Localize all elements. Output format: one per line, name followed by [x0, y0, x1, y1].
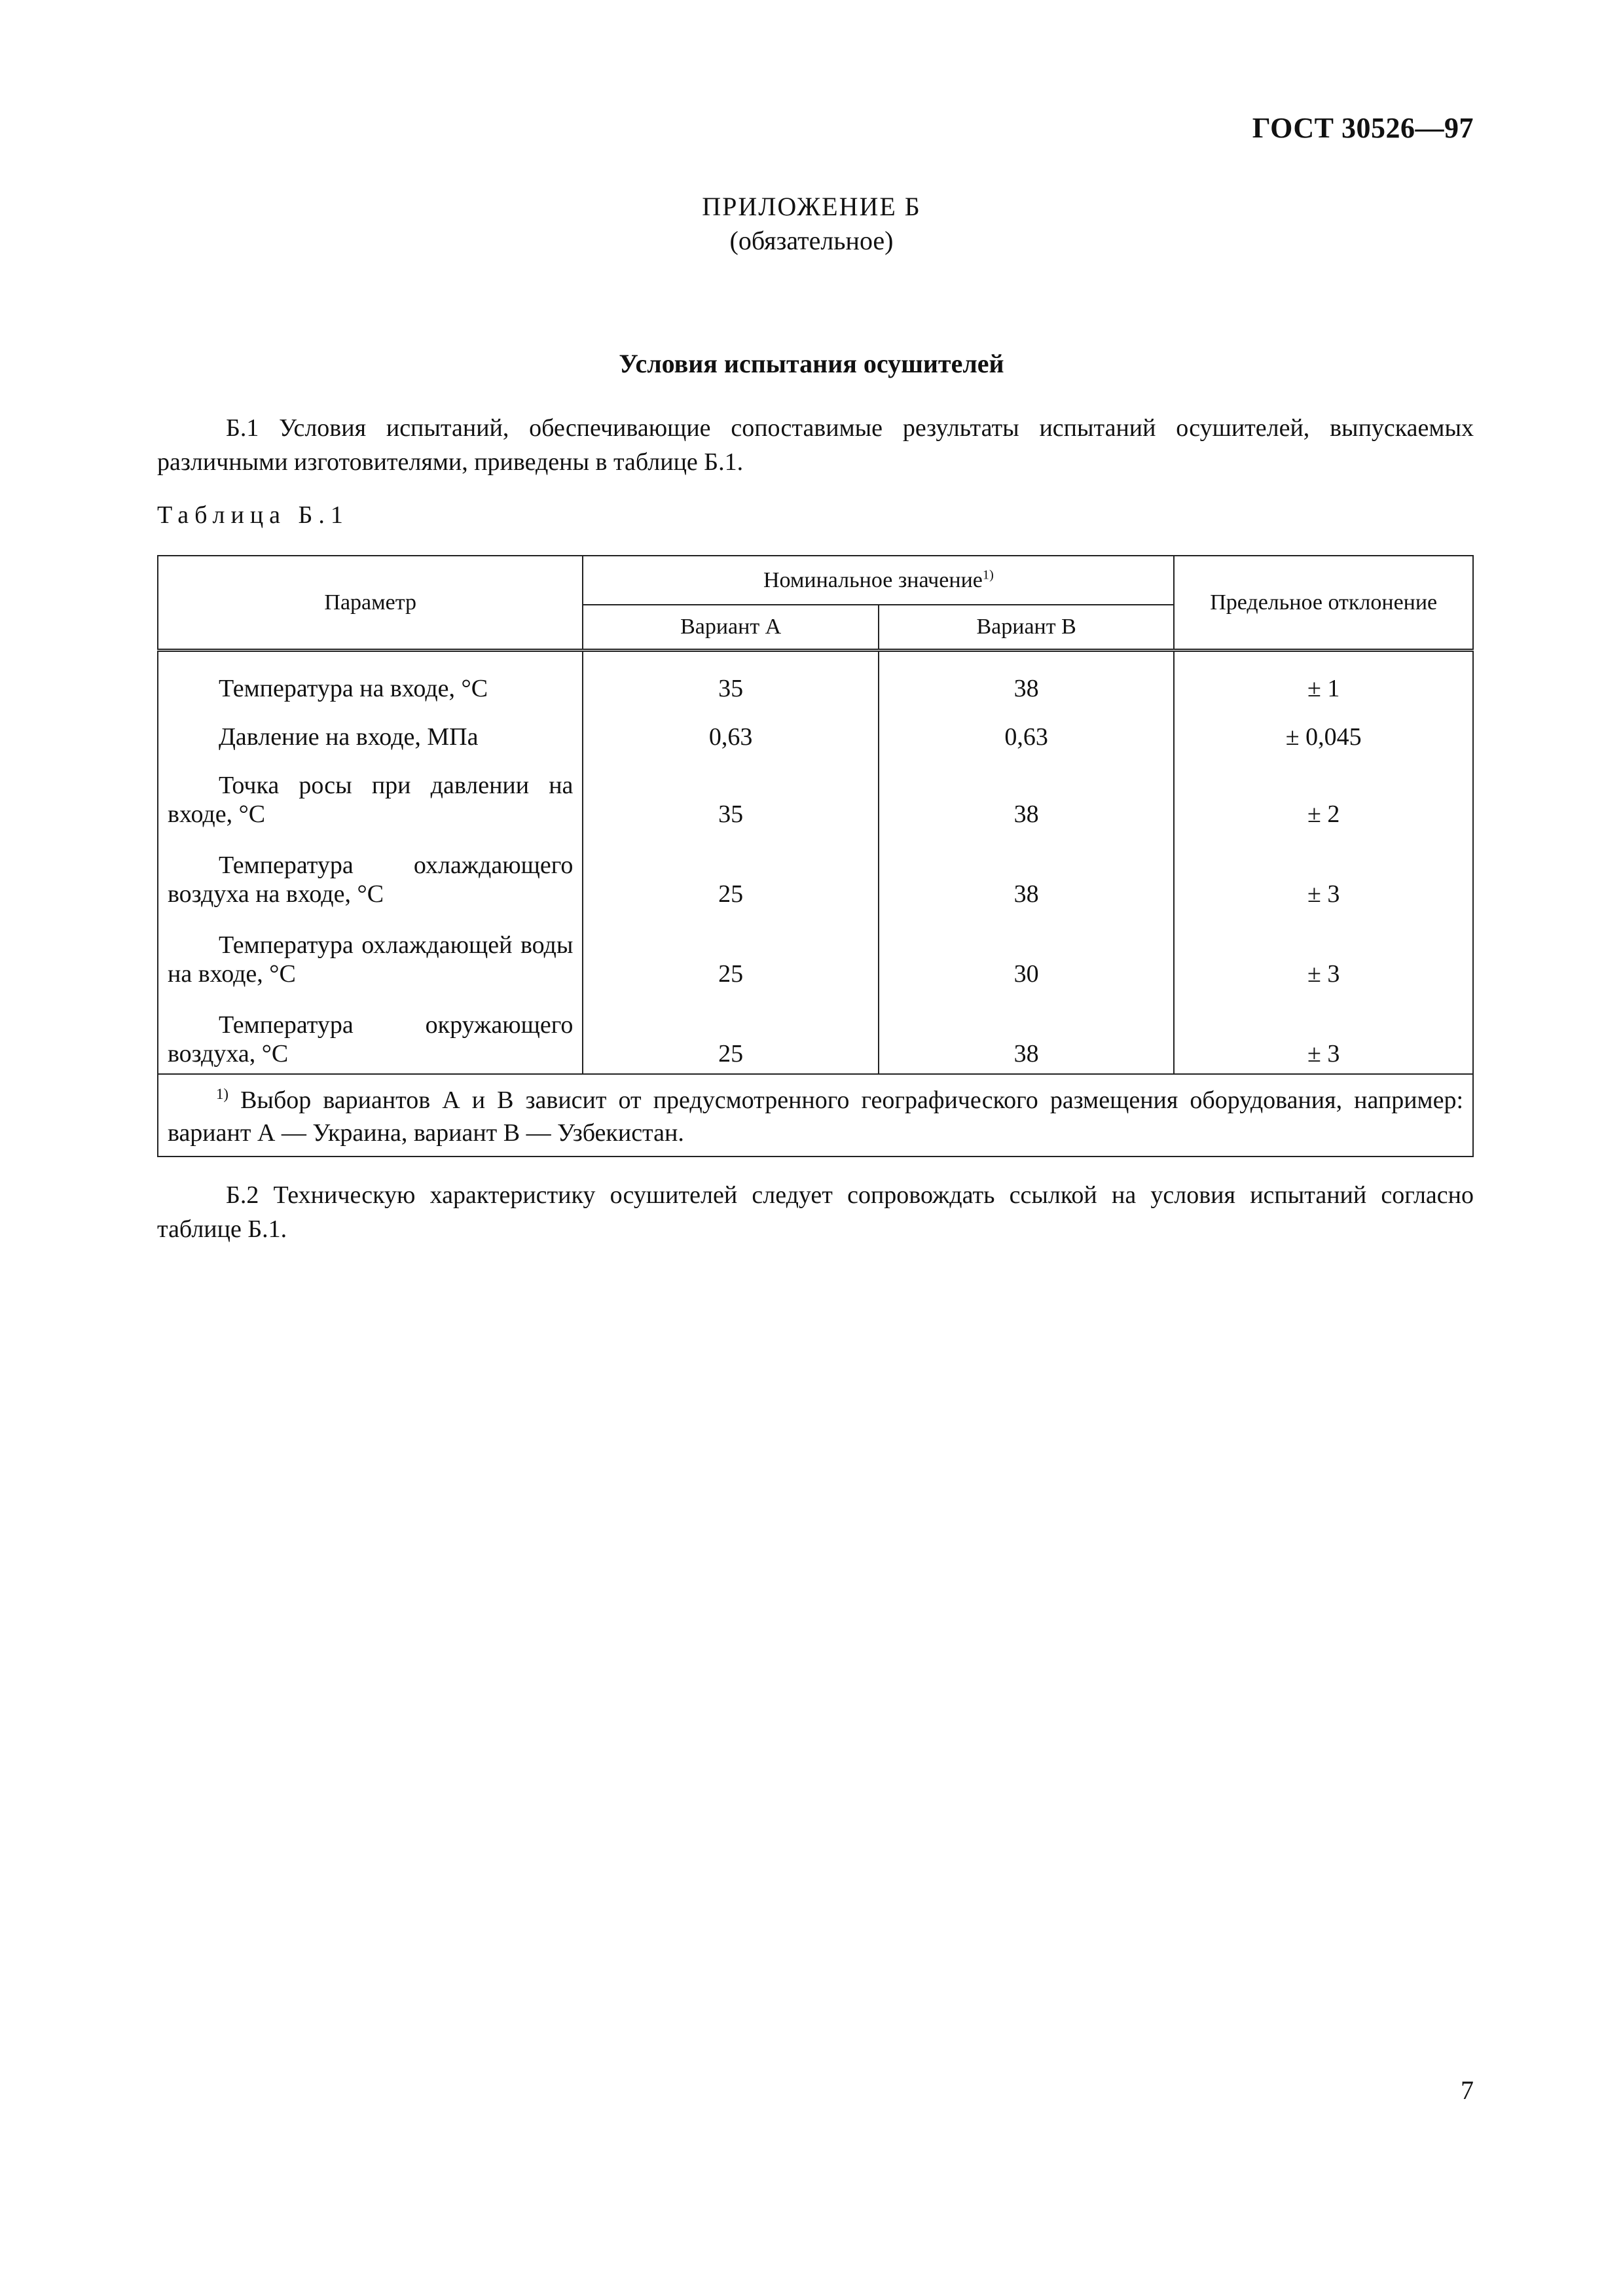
table-caption: Таблица Б.1: [157, 501, 349, 529]
row-variant-b: 38: [879, 831, 1174, 911]
header-nominal: [583, 556, 1174, 605]
footnote-mark: 1): [216, 1086, 228, 1103]
row-parameter: [158, 751, 583, 831]
row-variant-b: 30: [879, 911, 1174, 991]
row-variant-a: 25: [583, 831, 878, 911]
table-row: [158, 751, 1473, 831]
row-variant-a: 0,63: [583, 703, 878, 751]
row-deviation: ± 1: [1174, 651, 1473, 704]
row-deviation: ± 0,045: [1174, 703, 1473, 751]
header-nominal-label: Номинальное значение: [763, 567, 983, 592]
table-row: [158, 991, 1473, 1074]
table-row: [158, 831, 1473, 911]
row-variant-b: 38: [879, 751, 1174, 831]
test-conditions-table: [157, 555, 1474, 1157]
row-variant-a: 25: [583, 991, 878, 1074]
header-parameter: Параметр: [158, 556, 583, 651]
header-variant-b: Вариант В: [879, 605, 1174, 651]
page-number: 7: [1461, 2075, 1474, 2105]
table-footnote-row: [158, 1074, 1473, 1157]
paragraph-b1: Б.1 Условия испытаний, обеспечивающие сопоставимые результаты испытаний осушителей, выпускаемых различными изготовителями, приведены в таблице Б.1.: [157, 414, 1474, 476]
row-parameter: [158, 911, 583, 991]
appendix-status: (обязательное): [729, 226, 894, 255]
row-deviation: ± 3: [1174, 911, 1473, 991]
row-variant-a: 25: [583, 911, 878, 991]
row-parameter-text: Давление на входе, МПа: [219, 723, 479, 751]
row-variant-a: 35: [583, 651, 878, 704]
row-variant-b: 0,63: [879, 703, 1174, 751]
row-variant-b: 38: [879, 651, 1174, 704]
row-parameter-text: Температура охлаждающей воды на входе, °С: [168, 931, 574, 988]
table-row: [158, 703, 1473, 751]
row-parameter-text: Температура охлаждающего воздуха на входе, °С: [168, 852, 574, 908]
row-deviation: ± 3: [1174, 991, 1473, 1074]
row-variant-a: 35: [583, 751, 878, 831]
row-deviation: ± 2: [1174, 751, 1473, 831]
table-row: [158, 911, 1473, 991]
row-parameter-text: Температура окружающего воздуха, °С: [168, 1011, 574, 1067]
row-parameter-text: Температура на входе, °С: [219, 675, 488, 702]
table-row: [158, 651, 1473, 704]
header-deviation: Предельное отклонение: [1174, 556, 1473, 651]
header-nominal-footnote-mark: 1): [982, 567, 994, 583]
appendix-heading: [0, 190, 1623, 258]
footnote-text: Выбор вариантов А и В зависит от предусмотренного географического размещения оборудования, например: вариант А — Украина, вариант В — Узбекистан.: [168, 1086, 1464, 1147]
document-standard-header: ГОСТ 30526—97: [1252, 112, 1474, 144]
header-variant-a: Вариант А: [583, 605, 878, 651]
table-footnote: [158, 1074, 1473, 1157]
row-parameter: [158, 703, 583, 751]
paragraph-b2: Б.2 Техническую характеристику осушителей следует сопровождать ссылкой на условия испытаний согласно таблице Б.1.: [157, 1181, 1474, 1243]
section-title: Условия испытания осушителей: [619, 349, 1004, 378]
row-parameter: [158, 651, 583, 704]
row-deviation: ± 3: [1174, 831, 1473, 911]
appendix-title: ПРИЛОЖЕНИЕ Б: [702, 192, 921, 221]
row-parameter-text: Точка росы при давлении на входе, °С: [168, 772, 574, 828]
row-parameter: [158, 991, 583, 1074]
row-variant-b: 38: [879, 991, 1174, 1074]
row-parameter: [158, 831, 583, 911]
